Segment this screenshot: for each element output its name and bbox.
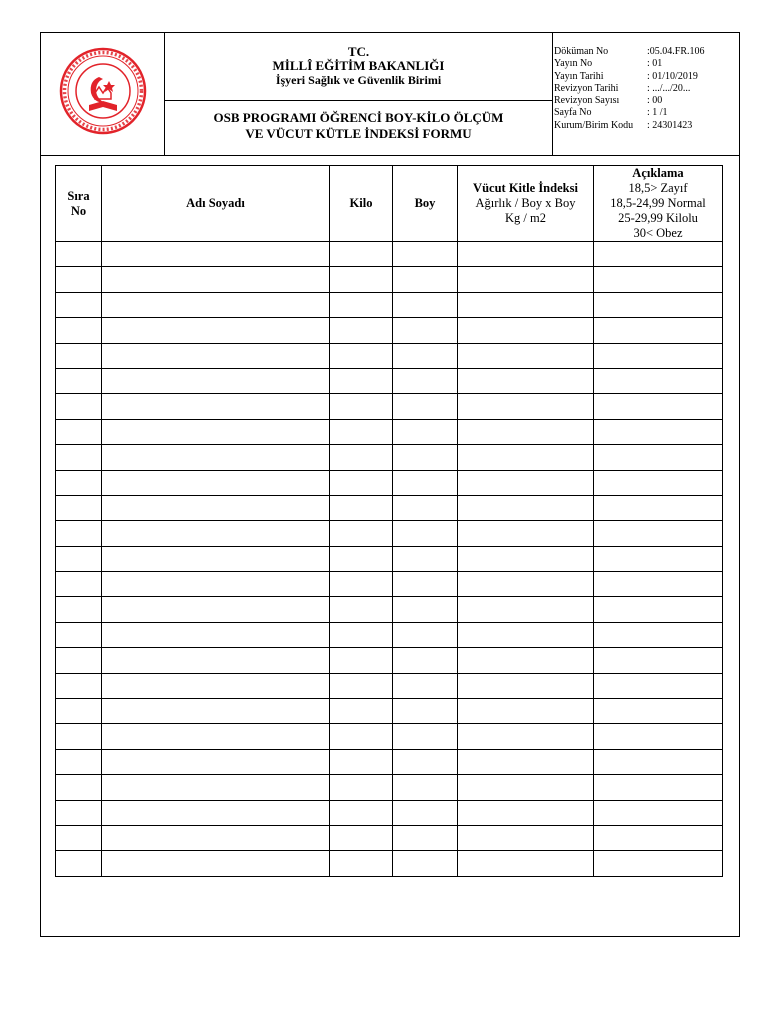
cell-sira-no[interactable] [56,368,102,393]
table-row [56,267,723,292]
cell-vki[interactable] [458,546,594,571]
table-row [56,724,723,749]
table-row [56,419,723,444]
cell-adi-soyadi[interactable] [102,242,330,267]
cell-kilo[interactable] [330,648,393,673]
cell-boy[interactable] [393,724,458,749]
table-row [56,825,723,850]
table-row [56,699,723,724]
table-row [56,495,723,520]
cell-sira-no[interactable] [56,775,102,800]
cell-boy[interactable] [393,495,458,520]
cell-aciklama[interactable] [594,800,723,825]
meta-value: : 1 /1 [647,107,668,119]
cell-vki[interactable] [458,851,594,876]
cell-kilo[interactable] [330,292,393,317]
cell-kilo[interactable] [330,825,393,850]
cell-boy[interactable] [393,318,458,343]
cell-boy[interactable] [393,419,458,444]
cell-adi-soyadi[interactable] [102,648,330,673]
cell-kilo[interactable] [330,419,393,444]
org-line2: MİLLÎ EĞİTİM BAKANLIĞI [272,58,445,73]
cell-boy[interactable] [393,597,458,622]
cell-aciklama[interactable] [594,495,723,520]
cell-kilo[interactable] [330,546,393,571]
cell-sira-no[interactable] [56,292,102,317]
cell-adi-soyadi[interactable] [102,572,330,597]
col-aciklama [594,166,723,242]
col-sira-label: Sıra [67,188,90,203]
cell-kilo[interactable] [330,521,393,546]
table-row [56,318,723,343]
cell-boy[interactable] [393,242,458,267]
cell-aciklama[interactable] [594,318,723,343]
cell-boy[interactable] [393,368,458,393]
cell-aciklama[interactable] [594,419,723,444]
cell-adi-soyadi[interactable] [102,851,330,876]
meta-key: Yayın Tarihi [554,70,604,82]
table-body [56,242,723,877]
col-vki [458,166,594,242]
cell-adi-soyadi[interactable] [102,445,330,470]
meta-value: : 00 [647,95,663,107]
meta-value: : 24301423 [647,119,693,131]
cell-vki[interactable] [458,419,594,444]
table-row [56,648,723,673]
cell-boy[interactable] [393,775,458,800]
cell-vki[interactable] [458,445,594,470]
cell-adi-soyadi[interactable] [102,673,330,698]
logo-box [41,33,165,155]
table-row [56,673,723,698]
cell-kilo[interactable] [330,445,393,470]
cell-aciklama[interactable] [594,470,723,495]
cell-adi-soyadi[interactable] [102,419,330,444]
table-row [56,775,723,800]
meta-key: Döküman No [554,46,609,57]
meta-row [554,71,734,83]
cell-kilo[interactable] [330,749,393,774]
cell-boy[interactable] [393,800,458,825]
cell-aciklama[interactable] [594,825,723,850]
cell-sira-no[interactable] [56,648,102,673]
cell-adi-soyadi[interactable] [102,597,330,622]
meta-row [554,107,734,119]
form-header [41,33,739,156]
cell-aciklama[interactable] [594,368,723,393]
cell-adi-soyadi[interactable] [102,394,330,419]
cell-boy[interactable] [393,394,458,419]
cell-boy[interactable] [393,825,458,850]
cell-aciklama[interactable] [594,724,723,749]
meta-key: Kurum/Birim Kodu [554,119,634,131]
cell-adi-soyadi[interactable] [102,546,330,571]
cell-boy[interactable] [393,521,458,546]
table-row [56,470,723,495]
organization-title [165,33,553,101]
vki-formula-line1: Ağırlık / Boy x Boy [475,196,576,210]
cell-vki[interactable] [458,267,594,292]
cell-adi-soyadi[interactable] [102,749,330,774]
cell-kilo[interactable] [330,673,393,698]
cell-vki[interactable] [458,470,594,495]
meta-value: :05.04.FR.106 [647,46,705,57]
cell-sira-no[interactable] [56,699,102,724]
cell-sira-no[interactable] [56,394,102,419]
cell-adi-soyadi[interactable] [102,622,330,647]
cell-sira-no[interactable] [56,267,102,292]
table-row [56,800,723,825]
measurement-table [55,165,723,877]
cell-kilo[interactable] [330,267,393,292]
cell-sira-no[interactable] [56,419,102,444]
cell-vki[interactable] [458,775,594,800]
cell-boy[interactable] [393,699,458,724]
cell-aciklama[interactable] [594,242,723,267]
cell-aciklama[interactable] [594,521,723,546]
cell-sira-no[interactable] [56,749,102,774]
cell-sira-no[interactable] [56,242,102,267]
meta-value: : 01/10/2019 [647,70,698,82]
form-title [165,101,553,155]
cell-kilo[interactable] [330,572,393,597]
form-title-line1: OSB PROGRAMI ÖĞRENCİ BOY-KİLO ÖLÇÜM [213,110,504,125]
cell-kilo[interactable] [330,775,393,800]
cell-sira-no[interactable] [56,445,102,470]
cell-vki[interactable] [458,368,594,393]
cell-kilo[interactable] [330,597,393,622]
cell-aciklama[interactable] [594,546,723,571]
cell-adi-soyadi[interactable] [102,292,330,317]
cell-kilo[interactable] [330,724,393,749]
table-row [56,546,723,571]
cell-boy[interactable] [393,445,458,470]
cell-kilo[interactable] [330,343,393,368]
cell-aciklama[interactable] [594,267,723,292]
cell-vki[interactable] [458,622,594,647]
aciklama-line: 18,5-24,99 Normal [610,196,706,210]
cell-adi-soyadi[interactable] [102,699,330,724]
cell-sira-no[interactable] [56,851,102,876]
cell-aciklama[interactable] [594,699,723,724]
cell-adi-soyadi[interactable] [102,521,330,546]
cell-boy[interactable] [393,470,458,495]
cell-boy[interactable] [393,572,458,597]
meta-key: Yayın No [554,58,593,70]
cell-vki[interactable] [458,495,594,520]
cell-sira-no[interactable] [56,318,102,343]
cell-adi-soyadi[interactable] [102,470,330,495]
cell-adi-soyadi[interactable] [102,800,330,825]
cell-vki[interactable] [458,394,594,419]
meta-row [554,83,734,95]
meta-row [554,58,734,70]
cell-adi-soyadi[interactable] [102,318,330,343]
cell-sira-no[interactable] [56,343,102,368]
cell-kilo[interactable] [330,622,393,647]
cell-boy[interactable] [393,343,458,368]
cell-boy[interactable] [393,622,458,647]
aciklama-line: 18,5> Zayıf [628,181,688,195]
cell-aciklama[interactable] [594,572,723,597]
cell-vki[interactable] [458,521,594,546]
table-header-row [56,166,723,242]
cell-boy[interactable] [393,648,458,673]
cell-vki[interactable] [458,699,594,724]
cell-vki[interactable] [458,724,594,749]
table-row [56,368,723,393]
cell-adi-soyadi[interactable] [102,775,330,800]
meb-seal-icon [59,47,147,135]
cell-adi-soyadi[interactable] [102,343,330,368]
meta-row [554,46,734,58]
cell-vki[interactable] [458,749,594,774]
cell-vki[interactable] [458,572,594,597]
meta-row [554,120,734,132]
cell-sira-no[interactable] [56,622,102,647]
meta-value: : 01 [647,58,663,70]
cell-aciklama[interactable] [594,445,723,470]
cell-adi-soyadi[interactable] [102,825,330,850]
cell-vki[interactable] [458,825,594,850]
cell-sira-no[interactable] [56,825,102,850]
cell-kilo[interactable] [330,242,393,267]
cell-boy[interactable] [393,749,458,774]
cell-aciklama[interactable] [594,622,723,647]
cell-boy[interactable] [393,673,458,698]
cell-kilo[interactable] [330,394,393,419]
meta-value: : .../.../20... [647,82,691,94]
cell-aciklama[interactable] [594,292,723,317]
cell-boy[interactable] [393,267,458,292]
cell-sira-no[interactable] [56,724,102,749]
cell-adi-soyadi[interactable] [102,368,330,393]
cell-vki[interactable] [458,673,594,698]
cell-sira-no[interactable] [56,470,102,495]
cell-aciklama[interactable] [594,749,723,774]
meta-key: Sayfa No [554,107,592,119]
org-line1: TC. [347,44,370,59]
cell-boy[interactable] [393,292,458,317]
cell-sira-no[interactable] [56,495,102,520]
table-row [56,292,723,317]
col-adi-soyadi: Adı Soyadı [102,166,330,242]
cell-vki[interactable] [458,318,594,343]
meta-key: Revizyon Sayısı [554,95,620,107]
cell-adi-soyadi[interactable] [102,724,330,749]
cell-aciklama[interactable] [594,673,723,698]
cell-boy[interactable] [393,546,458,571]
table-row [56,851,723,876]
table-row [56,394,723,419]
cell-sira-no[interactable] [56,572,102,597]
cell-kilo[interactable] [330,318,393,343]
cell-vki[interactable] [458,343,594,368]
aciklama-line: 30< Obez [633,226,683,240]
cell-aciklama[interactable] [594,851,723,876]
cell-sira-no[interactable] [56,800,102,825]
table-row [56,242,723,267]
cell-kilo[interactable] [330,851,393,876]
table-row [56,572,723,597]
vki-formula-line2: Kg / m2 [505,211,546,225]
aciklama-line: 25-29,99 Kilolu [618,211,698,225]
cell-aciklama[interactable] [594,775,723,800]
col-sira-no [56,166,102,242]
cell-sira-no[interactable] [56,673,102,698]
cell-vki[interactable] [458,242,594,267]
table-row [56,445,723,470]
meta-key: Revizyon Tarihi [554,82,619,94]
cell-boy[interactable] [393,851,458,876]
table-row [56,622,723,647]
col-boy: Boy [393,166,458,242]
col-no-label: No [70,203,87,218]
cell-kilo[interactable] [330,699,393,724]
table-row [56,343,723,368]
cell-vki[interactable] [458,648,594,673]
form-title-line2: VE VÜCUT KÜTLE İNDEKSİ FORMU [245,126,472,141]
cell-sira-no[interactable] [56,546,102,571]
document-meta [554,46,734,132]
cell-kilo[interactable] [330,470,393,495]
org-line3: İşyeri Sağlık ve Güvenlik Birimi [275,73,442,87]
cell-aciklama[interactable] [594,648,723,673]
table-row [56,521,723,546]
col-kilo: Kilo [330,166,393,242]
cell-kilo[interactable] [330,800,393,825]
aciklama-title: Açıklama [632,166,684,180]
table-row [56,597,723,622]
cell-kilo[interactable] [330,495,393,520]
vki-title: Vücut Kitle İndeksi [473,181,578,195]
cell-aciklama[interactable] [594,597,723,622]
cell-vki[interactable] [458,800,594,825]
cell-vki[interactable] [458,597,594,622]
form-frame [40,32,740,937]
cell-sira-no[interactable] [56,521,102,546]
cell-adi-soyadi[interactable] [102,495,330,520]
cell-sira-no[interactable] [56,597,102,622]
cell-vki[interactable] [458,292,594,317]
cell-kilo[interactable] [330,368,393,393]
table-row [56,749,723,774]
cell-adi-soyadi[interactable] [102,267,330,292]
cell-aciklama[interactable] [594,343,723,368]
cell-aciklama[interactable] [594,394,723,419]
meta-row [554,95,734,107]
